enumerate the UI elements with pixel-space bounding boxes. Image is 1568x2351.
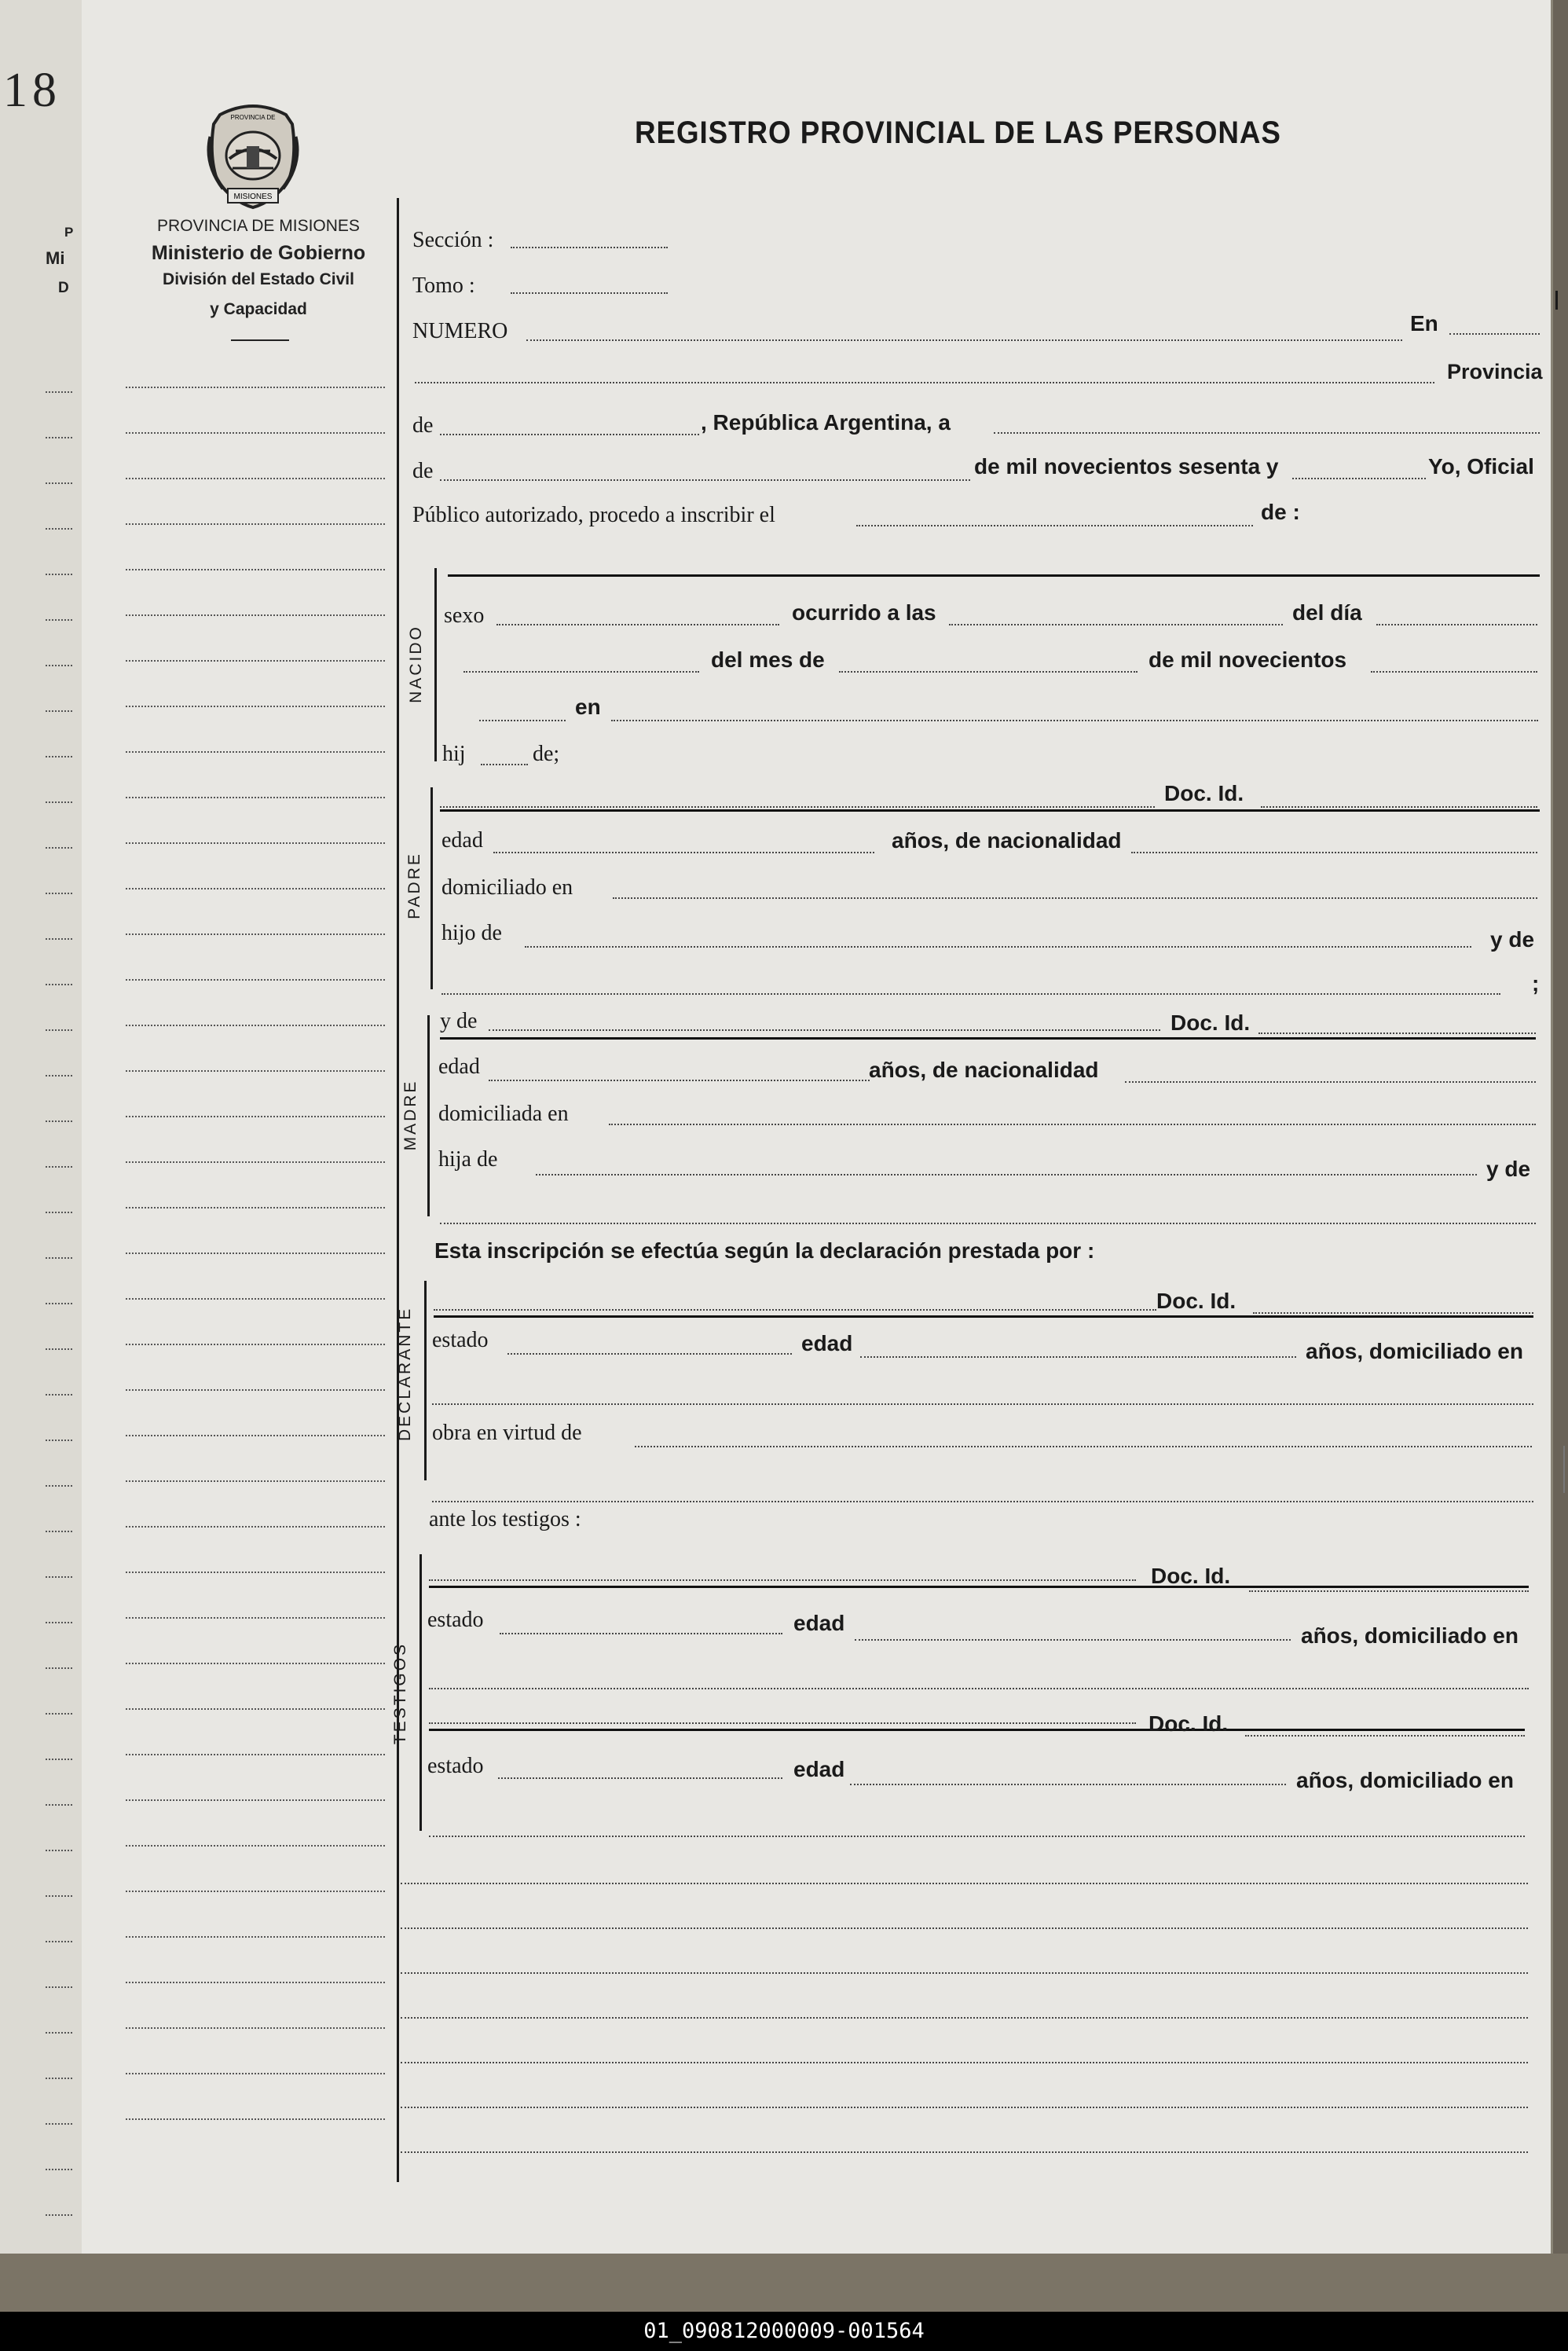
dia-words-field[interactable]	[463, 671, 699, 673]
padre-doc-id-label: Doc. Id.	[1164, 781, 1244, 805]
padre-doc-field[interactable]	[1261, 806, 1537, 808]
declarante-estado-label: estado	[432, 1328, 489, 1352]
location-field[interactable]	[415, 382, 1434, 383]
testigo1-edad-label: edad	[793, 1611, 845, 1635]
margin-ruled-line	[126, 1526, 385, 1528]
tomo-field[interactable]	[511, 292, 668, 294]
binding-edge	[0, 2254, 1568, 2312]
testigo1-estado-label: estado	[427, 1608, 484, 1632]
margin-ruled-line	[126, 1025, 385, 1026]
declarante-domicilio-label: años, domiciliado en	[1306, 1339, 1523, 1363]
underlying-ruled-line	[46, 1303, 72, 1304]
provincia-label: Provincia	[1447, 360, 1543, 383]
provincial-emblem-icon	[204, 101, 302, 211]
margin-ruled-line	[126, 1298, 385, 1300]
anio-cont-field[interactable]	[479, 720, 566, 721]
province-name: PROVINCIA DE MISIONES	[157, 217, 360, 235]
remarks-line[interactable]	[401, 2107, 1528, 2108]
testigo1-domicilio-field[interactable]	[429, 1688, 1529, 1689]
underlying-ruled-line	[46, 1850, 72, 1851]
year-field[interactable]	[1292, 478, 1426, 479]
margin-ruled-line	[126, 2073, 385, 2074]
margin-ruled-line	[126, 842, 385, 844]
testigo2-name-line[interactable]	[429, 1729, 1525, 1731]
testigo1-name-field[interactable]	[429, 1579, 1136, 1581]
testigos-bracket	[419, 1554, 422, 1831]
hij-label: hij	[442, 742, 466, 766]
right-edge-mark	[1563, 1446, 1565, 1493]
margin-ruled-line	[126, 2118, 385, 2120]
madre-edad-field[interactable]	[489, 1080, 870, 1081]
madre-hija-de-field[interactable]	[536, 1174, 1477, 1176]
underlying-ruled-line	[46, 847, 72, 849]
testigos-section-label: TESTIGOS	[391, 1641, 409, 1745]
padre-semicolon: ;	[1532, 971, 1540, 996]
padre-section-label: PADRE	[405, 852, 423, 919]
numero-label: NUMERO	[412, 319, 508, 343]
underlying-ruled-line	[46, 984, 72, 985]
declaracion-text: Esta inscripción se efectúa según la declaración prestada por :	[434, 1238, 1095, 1263]
margin-ruled-line	[126, 432, 385, 434]
underlying-ruled-line	[46, 1257, 72, 1259]
underlying-ruled-line	[46, 1804, 72, 1806]
testigo1-name-line[interactable]	[429, 1586, 1529, 1588]
declarante-bracket	[424, 1281, 427, 1480]
main-vertical-rule	[397, 198, 399, 2182]
declarante-extra-field[interactable]	[432, 1501, 1533, 1502]
de-label: de	[412, 459, 434, 483]
underlying-ruled-line	[46, 482, 72, 484]
declarante-doc-field[interactable]	[1253, 1312, 1533, 1314]
margin-ruled-line	[126, 1617, 385, 1619]
margin-ruled-line	[126, 614, 385, 616]
republica-label: , República Argentina, a	[701, 410, 951, 435]
margin-ruled-line	[126, 1708, 385, 1710]
handwritten-number: 18	[3, 64, 61, 117]
margin-ruled-line	[126, 1936, 385, 1938]
padre-domicilio-field[interactable]	[613, 897, 1537, 899]
margin-ruled-line	[126, 706, 385, 707]
underlying-ruled-line	[46, 1895, 72, 1897]
margin-ruled-line	[126, 979, 385, 981]
underlying-ruled-line	[46, 665, 72, 666]
testigo2-domicilio-field[interactable]	[429, 1836, 1525, 1837]
padre-edad-label: edad	[441, 828, 483, 853]
publico-label: Público autorizado, procedo a inscribir el	[412, 503, 775, 527]
underlying-ruled-line	[46, 1485, 72, 1487]
underlying-fragment: Mi	[46, 248, 65, 268]
padre-domicilio-label: domiciliado en	[441, 875, 573, 900]
de-semicolon-label: de;	[533, 742, 560, 766]
declarante-section-label: DECLARANTE	[396, 1306, 414, 1441]
margin-ruled-line	[126, 1572, 385, 1573]
lugar-field[interactable]	[611, 720, 1538, 721]
underlying-ruled-line	[46, 2169, 72, 2170]
inscription-field[interactable]	[856, 525, 1253, 526]
mil-novecientos-sesenta-label: de mil novecientos sesenta y	[974, 454, 1279, 479]
underlying-ruled-line	[46, 437, 72, 438]
madre-y-de-label: y de	[1486, 1157, 1531, 1181]
margin-ruled-line	[126, 387, 385, 388]
underlying-ruled-line	[46, 801, 72, 803]
image-caption: 01_090812000009-001564	[0, 2312, 1568, 2351]
testigo1-edad-field[interactable]	[855, 1639, 1291, 1641]
declarante-estado-field[interactable]	[507, 1353, 792, 1355]
remarks-line[interactable]	[401, 2017, 1528, 2019]
testigo1-domicilio-label: años, domiciliado en	[1301, 1623, 1519, 1648]
emblem-banner-text: MISIONES	[233, 193, 273, 201]
del-dia-label: del día	[1292, 600, 1362, 625]
underlying-fragment: D	[58, 280, 69, 296]
margin-ruled-line	[126, 1070, 385, 1072]
seccion-label: Sección :	[412, 228, 494, 252]
underlying-ruled-line	[46, 710, 72, 712]
date-month-field[interactable]	[440, 479, 970, 481]
declarante-edad-label: edad	[801, 1331, 853, 1355]
de-label: de	[412, 413, 434, 438]
margin-ruled-line	[126, 660, 385, 662]
dia-field[interactable]	[1376, 624, 1537, 625]
madre-domicilio-label: domiciliada en	[438, 1102, 569, 1126]
remarks-line[interactable]	[401, 1972, 1528, 1974]
margin-ruled-line	[126, 1799, 385, 1801]
remarks-line[interactable]	[401, 2062, 1528, 2063]
testigo2-doc-field[interactable]	[1245, 1735, 1525, 1737]
margin-ruled-line	[126, 1754, 385, 1755]
underlying-ruled-line	[46, 1713, 72, 1715]
underlying-ruled-line	[46, 1440, 72, 1441]
margin-ruled-line	[126, 1845, 385, 1847]
division-name: División del Estado Civil	[163, 270, 354, 288]
margin-ruled-line	[126, 2027, 385, 2029]
underlying-ruled-line	[46, 2032, 72, 2034]
sexo-label: sexo	[444, 603, 485, 628]
de-colon-label: de :	[1261, 500, 1300, 524]
underlying-ruled-line	[46, 1986, 72, 1988]
madre-y-de-label: y de	[440, 1009, 478, 1033]
declarante-doc-id-label: Doc. Id.	[1156, 1289, 1236, 1313]
underlying-ruled-line	[46, 1212, 72, 1213]
testigo1-doc-id-label: Doc. Id.	[1151, 1564, 1231, 1588]
right-edge-mark	[1555, 291, 1558, 310]
underlying-ruled-line	[46, 619, 72, 621]
padre-nacionalidad-label: años, de nacionalidad	[892, 828, 1122, 853]
margin-ruled-line	[126, 1344, 385, 1345]
underlying-ruled-line	[46, 756, 72, 757]
madre-name-field[interactable]	[489, 1029, 1160, 1031]
yo-oficial-label: Yo, Oficial	[1428, 454, 1534, 479]
margin-ruled-line	[126, 569, 385, 570]
page-title: REGISTRO PROVINCIAL DE LAS PERSONAS	[635, 116, 1281, 150]
underlying-ruled-line	[46, 1394, 72, 1396]
margin-ruled-line	[126, 1389, 385, 1391]
remarks-line[interactable]	[401, 1883, 1528, 1884]
anio-field[interactable]	[1371, 671, 1537, 673]
padre-edad-field[interactable]	[493, 852, 874, 853]
margin-ruled-line	[126, 888, 385, 889]
underlying-ruled-line	[46, 391, 72, 393]
underlying-ruled-line	[46, 938, 72, 940]
emblem-top-text: PROVINCIA DE	[230, 114, 276, 121]
underlying-ruled-line	[46, 2123, 72, 2125]
madre-domicilio-field[interactable]	[609, 1124, 1536, 1125]
margin-ruled-line	[126, 1982, 385, 1983]
madre-section-label: MADRE	[401, 1079, 419, 1151]
margin-ruled-line	[126, 933, 385, 935]
madre-doc-field[interactable]	[1258, 1032, 1536, 1034]
underlying-ruled-line	[46, 2214, 72, 2216]
margin-ruled-line	[126, 1207, 385, 1209]
madre-edad-label: edad	[438, 1054, 480, 1079]
underlying-ruled-line	[46, 1075, 72, 1076]
margin-ruled-line	[126, 478, 385, 479]
ocurrido-label: ocurrido a las	[792, 600, 936, 625]
hij-suffix-field[interactable]	[481, 764, 528, 765]
testigo2-edad-label: edad	[793, 1757, 845, 1781]
nacido-section-label: NACIDO	[407, 625, 425, 703]
division-capacity: y Capacidad	[210, 300, 307, 318]
declarante-domicilio-field[interactable]	[432, 1403, 1533, 1405]
remarks-line[interactable]	[401, 1927, 1528, 1929]
en-label: en	[575, 695, 601, 719]
margin-ruled-line	[126, 1891, 385, 1892]
padre-hijo-de-field[interactable]	[525, 946, 1471, 948]
underlying-ruled-line	[46, 1941, 72, 1942]
padre-madre-field[interactable]	[441, 993, 1500, 995]
padre-name-field[interactable]	[440, 806, 1155, 808]
underlying-ruled-line	[46, 1166, 72, 1168]
margin-ruled-line	[126, 751, 385, 753]
margin-ruled-line	[126, 797, 385, 798]
declarante-name-field[interactable]	[434, 1309, 1156, 1311]
en-field[interactable]	[1449, 333, 1540, 335]
en-label: En	[1410, 311, 1438, 336]
numero-field[interactable]	[526, 339, 1402, 341]
ministry-name: Ministerio de Gobierno	[151, 242, 366, 264]
testigo2-name-field[interactable]	[429, 1722, 1136, 1724]
margin-ruled-line	[126, 523, 385, 525]
underlying-ruled-line	[46, 1348, 72, 1350]
declarante-obra-label: obra en virtud de	[432, 1421, 582, 1445]
underlying-ruled-line	[46, 1531, 72, 1532]
divider	[231, 339, 289, 341]
underlying-ruled-line	[46, 893, 72, 894]
madre-nacionalidad-field[interactable]	[1125, 1081, 1536, 1083]
seccion-field[interactable]	[511, 247, 668, 248]
mes-field[interactable]	[839, 671, 1138, 673]
remarks-line[interactable]	[401, 2151, 1528, 2153]
madre-nacionalidad-label: años, de nacionalidad	[869, 1058, 1099, 1082]
padre-y-de-label: y de	[1490, 927, 1535, 952]
underlying-ruled-line	[46, 1576, 72, 1578]
madre-madre-field[interactable]	[440, 1223, 1536, 1224]
testigo2-edad-field[interactable]	[850, 1784, 1286, 1785]
underlying-ruled-line	[46, 574, 72, 575]
padre-nacionalidad-field[interactable]	[1131, 852, 1537, 853]
padre-name-line[interactable]	[440, 809, 1540, 812]
madre-bracket	[427, 1015, 430, 1216]
declarante-edad-field[interactable]	[860, 1356, 1296, 1358]
hora-field[interactable]	[949, 624, 1283, 625]
underlying-ruled-line	[46, 1667, 72, 1669]
date-day-field[interactable]	[994, 432, 1540, 434]
testigo2-estado-label: estado	[427, 1754, 484, 1778]
margin-ruled-line	[126, 1116, 385, 1117]
madre-hija-de-label: hija de	[438, 1147, 498, 1172]
sexo-field[interactable]	[496, 624, 779, 625]
nacido-bracket	[434, 568, 437, 761]
margin-ruled-line	[126, 1161, 385, 1163]
madre-doc-id-label: Doc. Id.	[1171, 1010, 1251, 1035]
ante-testigos-text: ante los testigos :	[429, 1507, 581, 1531]
underlying-fragment: P	[64, 225, 74, 240]
madre-name-line[interactable]	[440, 1037, 1536, 1040]
testigo1-estado-field[interactable]	[500, 1633, 782, 1634]
tomo-label: Tomo :	[412, 273, 475, 298]
mil-novecientos-label: de mil novecientos	[1149, 647, 1347, 672]
margin-ruled-line	[126, 1480, 385, 1482]
underlying-ruled-line	[46, 1622, 72, 1623]
padre-bracket	[430, 787, 433, 989]
padre-hijo-de-label: hijo de	[441, 921, 502, 945]
underlying-ruled-line	[46, 1029, 72, 1031]
del-mes-label: del mes de	[711, 647, 825, 672]
underlying-ruled-line	[46, 1120, 72, 1122]
margin-ruled-line	[126, 1663, 385, 1664]
underlying-ruled-line	[46, 1759, 72, 1760]
testigo1-doc-field[interactable]	[1249, 1590, 1529, 1592]
margin-ruled-line	[126, 1435, 385, 1436]
testigo2-domicilio-label: años, domiciliado en	[1296, 1768, 1514, 1792]
declarante-name-line[interactable]	[434, 1315, 1533, 1318]
declarante-obra-field[interactable]	[635, 1446, 1532, 1447]
province-field[interactable]	[440, 434, 699, 435]
underlying-ruled-line	[46, 2078, 72, 2079]
nacido-name-line[interactable]	[448, 574, 1540, 577]
testigo2-estado-field[interactable]	[498, 1777, 782, 1779]
underlying-ruled-line	[46, 528, 72, 530]
margin-ruled-line	[126, 1253, 385, 1254]
testigo2-doc-id-label: Doc. Id.	[1149, 1711, 1229, 1736]
